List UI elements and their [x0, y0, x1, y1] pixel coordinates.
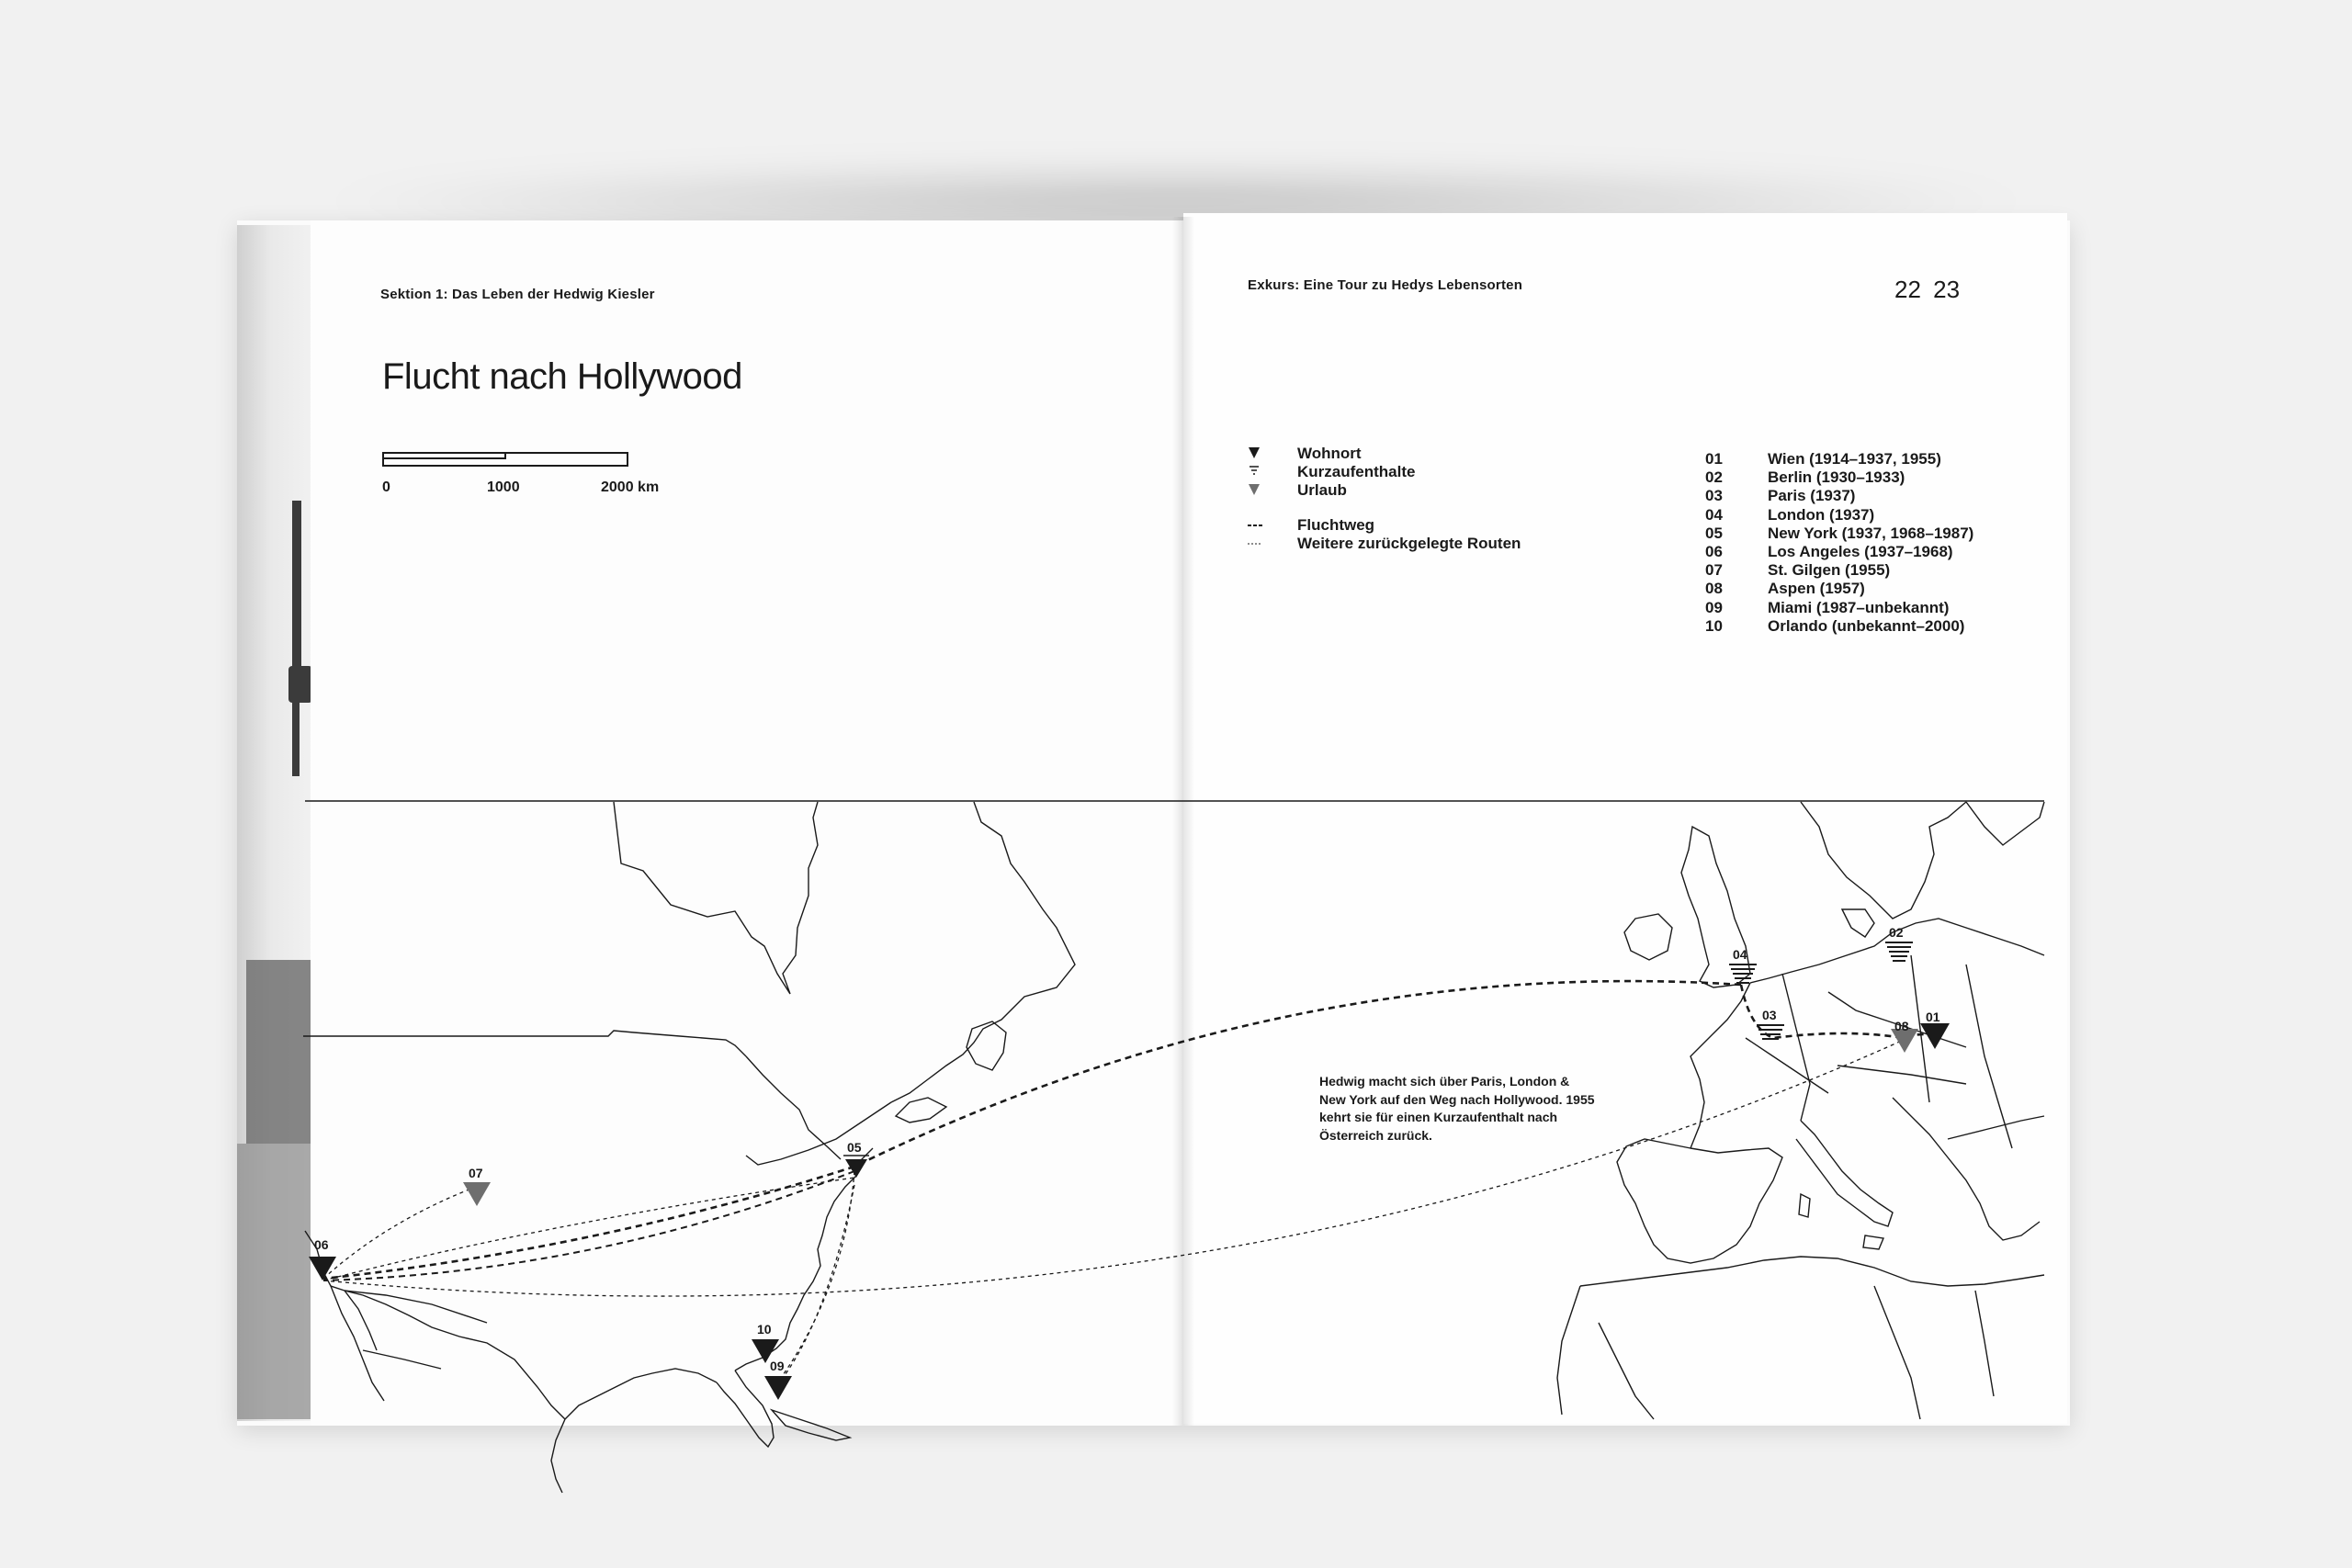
- marker-kurz-02: [1885, 942, 1913, 961]
- route-ny-miami: [781, 1171, 854, 1378]
- page-title: Flucht nach Hollywood: [382, 356, 742, 397]
- scale-label-2000: 2000 km: [601, 479, 660, 495]
- map-outlines: [303, 801, 2044, 1493]
- map-label-08: 08: [1894, 1019, 1909, 1033]
- map-label-03: 03: [1762, 1008, 1777, 1022]
- route-orlando-miami: [777, 1185, 854, 1385]
- escape-route-atlantic: [854, 981, 1741, 1167]
- map-label-06: 06: [314, 1237, 329, 1252]
- scale-label-1000: 1000: [487, 479, 520, 495]
- marker-urlaub-07: [463, 1182, 491, 1206]
- scale-label-0: 0: [382, 479, 390, 495]
- route-la-ny: [323, 1178, 854, 1280]
- escape-route-usa: [323, 1167, 854, 1279]
- map-label-09: 09: [770, 1359, 785, 1373]
- marker-wohnort-01: [1920, 1023, 1950, 1049]
- map-markers: [309, 942, 1950, 1400]
- map-label-10: 10: [757, 1322, 772, 1337]
- escape-route-usa-2: [323, 1171, 854, 1280]
- route-la-aspen: [323, 1187, 476, 1279]
- page-numbers: 22 23: [1894, 276, 1961, 303]
- map-label-02: 02: [1889, 925, 1904, 940]
- map-label-01: 01: [1926, 1010, 1940, 1024]
- right-running-head: Exkurs: Eine Tour zu Hedys Lebensorten: [1248, 277, 1523, 293]
- marker-wohnort-09: [764, 1376, 792, 1400]
- map-label-04: 04: [1733, 947, 1747, 962]
- map-label-05: 05: [847, 1140, 862, 1155]
- map-label-07: 07: [469, 1166, 483, 1180]
- routes: [323, 981, 1933, 1385]
- map-annotation: Hedwig macht sich über Paris, London & New York auf den Weg nach Hollywood. 1955 kehrt sie für einen Kurzaufenthalt nach Österreich zurück.: [1319, 1074, 1595, 1143]
- left-running-head: Sektion 1: Das Leben der Hedwig Kiesler: [380, 287, 655, 302]
